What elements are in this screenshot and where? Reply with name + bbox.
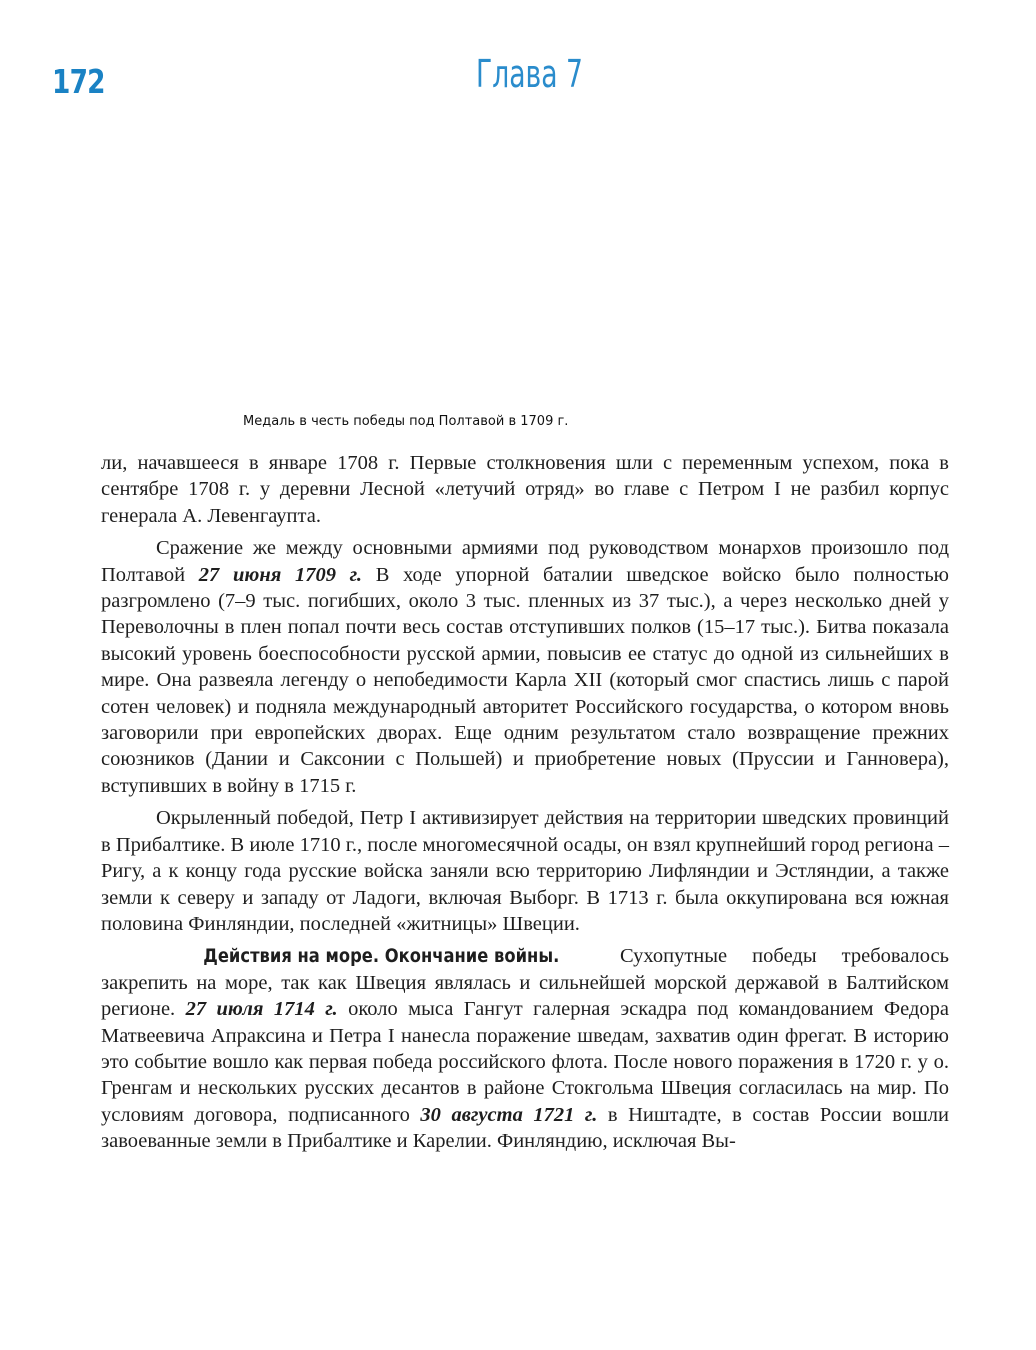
date-highlight: 27 июля 1714 г. [185,998,338,1021]
paragraph-1: ли, начавшееся в январе 1708 г. Первые столкновения шли с переменным успехом, пока в сентябре 1708 г. у деревни Лесной «летучий отряд» во главе с Петром I не разбил корпус генерала А. Левенгаупта. [101,452,949,527]
date-highlight: 27 июня 1709 г. [198,563,363,586]
paragraph-2: Сражение же между основными армиями под руководством монархов произошло под Полтавой 27 июня 1709 г. В ходе упорной баталии шведское войско было полностью разгромлено (7–9 тыс. погибших, около 3 тыс. пленных из 37 тыс.), а через несколько дней у Переволочны в плен попал почти весь состав отступивших полков (15–17 тыс.). Битва показала высокий уровень боеспособности русской армии, повысив ее статус до одной из сильнейших в мире. Она развеяла легенду о непобедимости Карла XII (который смог спастись лишь с парой сотен человек) и подняла международный авторитет Российского государства, о котором вновь заговорили при европейских дворах. Еще одним результатом стало возвращение прежних союзников (Дании и Саксонии с Польшей) и приобретение новых (Пруссии и Ганновера), вступивших в войну в 1715 г. [101,537,949,797]
body-text [101,450,949,1155]
paragraph-4: Действия на море. Окончание войны. Сухопутные победы требовалось закрепить на море, так как Швеция являлась и сильнейшей морской державой в Балтийском регионе. 27 июля 1714 г. около мыса Гангут галерная эскадра под командованием Федора Матвеевича Апраксина и Петра I нанесла поражение шведам, захватив один фрегат. В историю это событие вошло как первая победа российского флота. После нового поражения в 1720 г. у о. Гренгам и нескольких русских десантов в районе Стокгольма Швеция согласилась на мир. По условиям договора, подписанного 30 августа 1721 г. в Ништадте, в состав России вошли завоеванные земли в Прибалтике и Карелии. Финляндию, исключая Вы- [101,945,949,1153]
medal-image-area [100,110,950,400]
date-highlight: 30 августа 1721 г. [420,1103,598,1126]
page-number: 172 [52,62,105,101]
section-heading: Действия на море. Окончание войны. [203,945,560,968]
chapter-title: Глава 7 [476,52,583,96]
figure-caption: Медаль в честь победы под Полтавой в 1709 г. [243,414,569,429]
paragraph-3: Окрыленный победой, Петр I активизирует действия на территории шведских провинций в Прибалтике. В июле 1710 г., после многомесячной осады, он взял крупнейший город региона – Ригу, а к концу года русские войска заняли всю территорию Лифляндии и Эстляндии, а также земли к северу и западу от Ладоги, включая Выборг. В 1713 г. была оккупирована вся южная половина Финляндии, последней «житницы» Швеции. [101,807,949,935]
